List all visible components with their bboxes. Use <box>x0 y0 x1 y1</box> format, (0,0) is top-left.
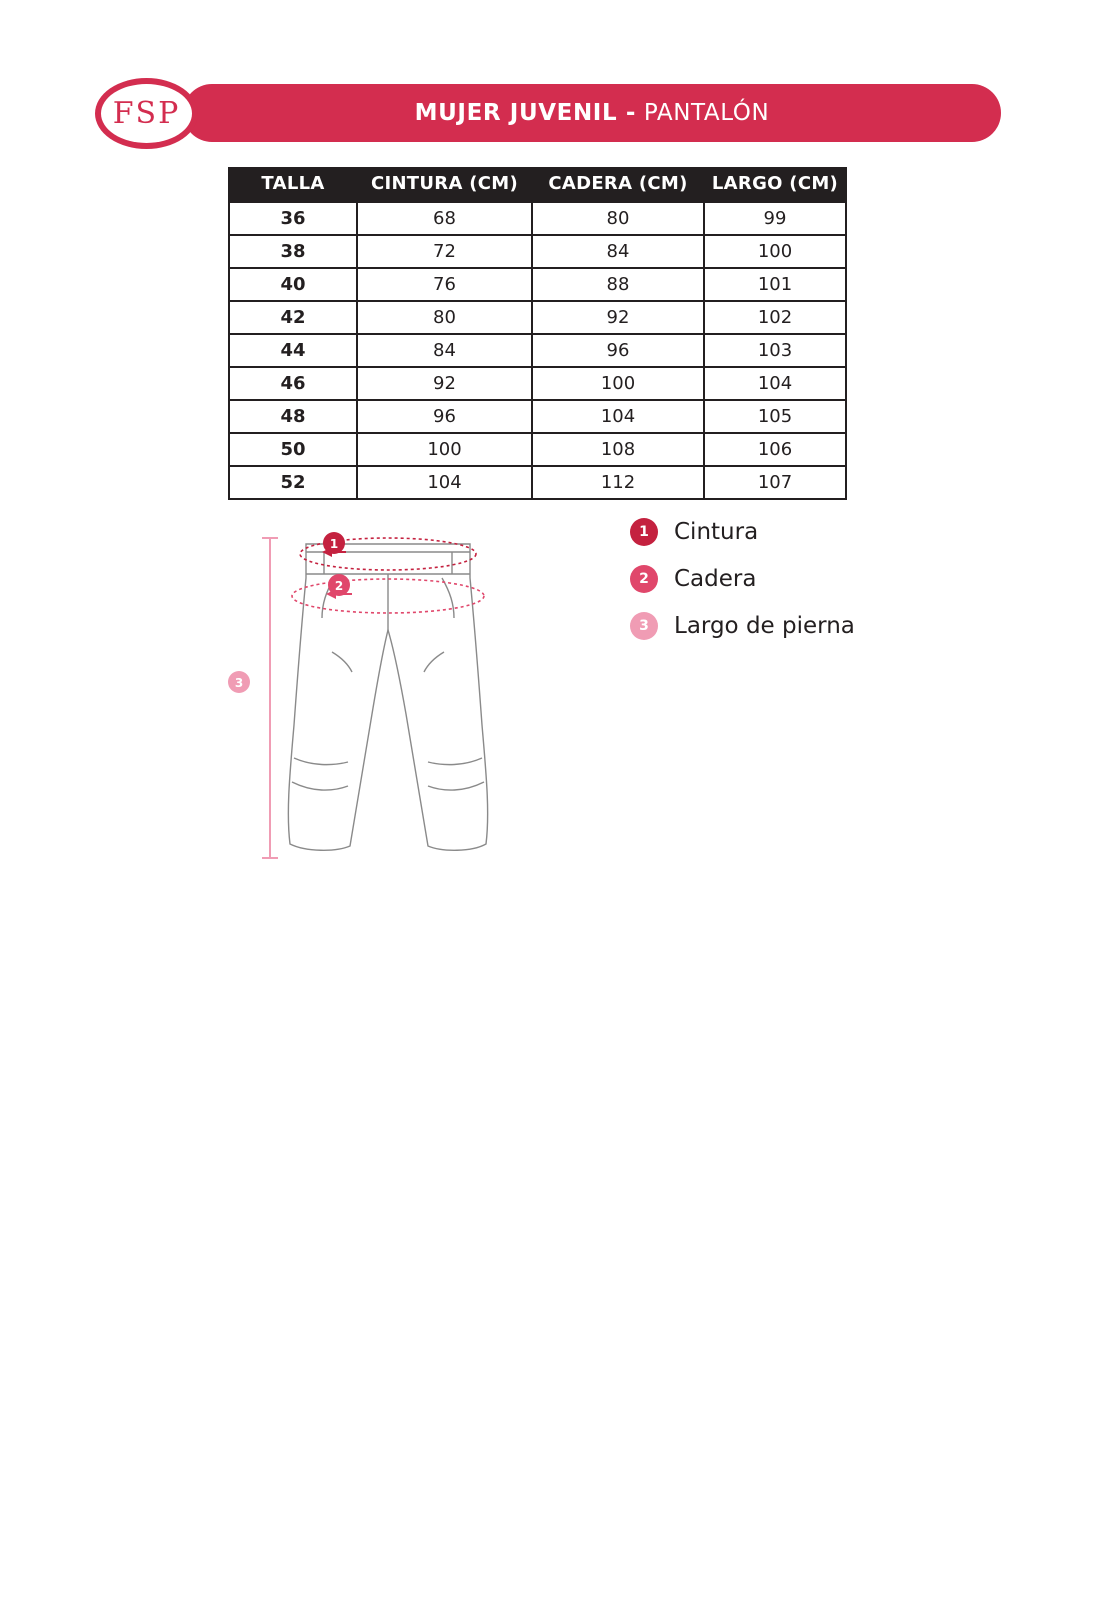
table-row <box>229 268 846 301</box>
marker-1 <box>323 532 345 554</box>
cell-largo: 101 <box>704 268 846 301</box>
cell-largo: 107 <box>704 466 846 499</box>
legend-label-cintura: Cintura <box>674 519 759 545</box>
cell-largo: 105 <box>704 400 846 433</box>
table-row <box>229 400 846 433</box>
marker-3 <box>228 671 250 693</box>
column-header-cintura: CINTURA (CM) <box>357 167 532 202</box>
legend-badge-2-icon: 2 <box>630 565 658 593</box>
table-row <box>229 433 846 466</box>
legend-label-largo-de-pierna: Largo de pierna <box>674 613 855 639</box>
cell-cadera: 84 <box>532 235 704 268</box>
cell-talla: 46 <box>229 367 357 400</box>
pants-illustration-svg <box>228 500 608 880</box>
cell-cintura: 100 <box>357 433 532 466</box>
legend-label-cadera: Cadera <box>674 566 757 592</box>
cell-largo: 100 <box>704 235 846 268</box>
table-row <box>229 334 846 367</box>
cell-cadera: 108 <box>532 433 704 466</box>
svg-text:2: 2 <box>334 579 344 593</box>
measurement-legend <box>630 518 970 659</box>
cell-cintura: 68 <box>357 202 532 235</box>
page-title-bold: MUJER JUVENIL - <box>414 100 636 126</box>
header-banner <box>183 84 1001 142</box>
page-title <box>415 100 770 126</box>
table-header-row <box>229 167 846 202</box>
cell-talla: 40 <box>229 268 357 301</box>
cell-largo: 106 <box>704 433 846 466</box>
brand-logo <box>95 78 198 149</box>
column-header-cadera: CADERA (CM) <box>532 167 704 202</box>
column-header-largo: LARGO (CM) <box>704 167 846 202</box>
table-row <box>229 202 846 235</box>
legend-badge-1-icon: 1 <box>630 518 658 546</box>
size-chart-table <box>228 167 847 500</box>
cell-talla: 44 <box>229 334 357 367</box>
svg-text:3: 3 <box>234 676 244 690</box>
cell-cadera: 100 <box>532 367 704 400</box>
svg-text:1: 1 <box>329 537 339 551</box>
legend-item-largo-de-pierna <box>630 612 970 640</box>
brand-logo-text: FSP <box>112 96 181 131</box>
pants-measurement-diagram <box>228 500 608 880</box>
column-header-talla: TALLA <box>229 167 357 202</box>
legend-item-cadera <box>630 565 970 593</box>
table-row <box>229 235 846 268</box>
cell-cintura: 104 <box>357 466 532 499</box>
cell-talla: 36 <box>229 202 357 235</box>
page-title-light: PANTALÓN <box>635 100 770 126</box>
cell-cintura: 72 <box>357 235 532 268</box>
cell-largo: 102 <box>704 301 846 334</box>
cell-largo: 99 <box>704 202 846 235</box>
page-header <box>95 78 1001 149</box>
cell-talla: 52 <box>229 466 357 499</box>
pants-outline <box>288 544 487 850</box>
table-row <box>229 466 846 499</box>
marker-2 <box>328 574 350 596</box>
cell-cadera: 80 <box>532 202 704 235</box>
cell-cintura: 84 <box>357 334 532 367</box>
table-row <box>229 301 846 334</box>
cell-largo: 104 <box>704 367 846 400</box>
cell-cadera: 92 <box>532 301 704 334</box>
cell-talla: 42 <box>229 301 357 334</box>
cell-cintura: 80 <box>357 301 532 334</box>
cell-cintura: 76 <box>357 268 532 301</box>
cell-talla: 50 <box>229 433 357 466</box>
brand-logo-inner <box>101 84 192 143</box>
cell-cintura: 96 <box>357 400 532 433</box>
cell-cadera: 104 <box>532 400 704 433</box>
table-row <box>229 367 846 400</box>
cell-talla: 48 <box>229 400 357 433</box>
cell-cadera: 112 <box>532 466 704 499</box>
cell-talla: 38 <box>229 235 357 268</box>
cell-cadera: 88 <box>532 268 704 301</box>
legend-item-cintura <box>630 518 970 546</box>
length-bracket <box>262 538 278 858</box>
legend-badge-3-icon: 3 <box>630 612 658 640</box>
cell-largo: 103 <box>704 334 846 367</box>
cell-cadera: 96 <box>532 334 704 367</box>
cell-cintura: 92 <box>357 367 532 400</box>
